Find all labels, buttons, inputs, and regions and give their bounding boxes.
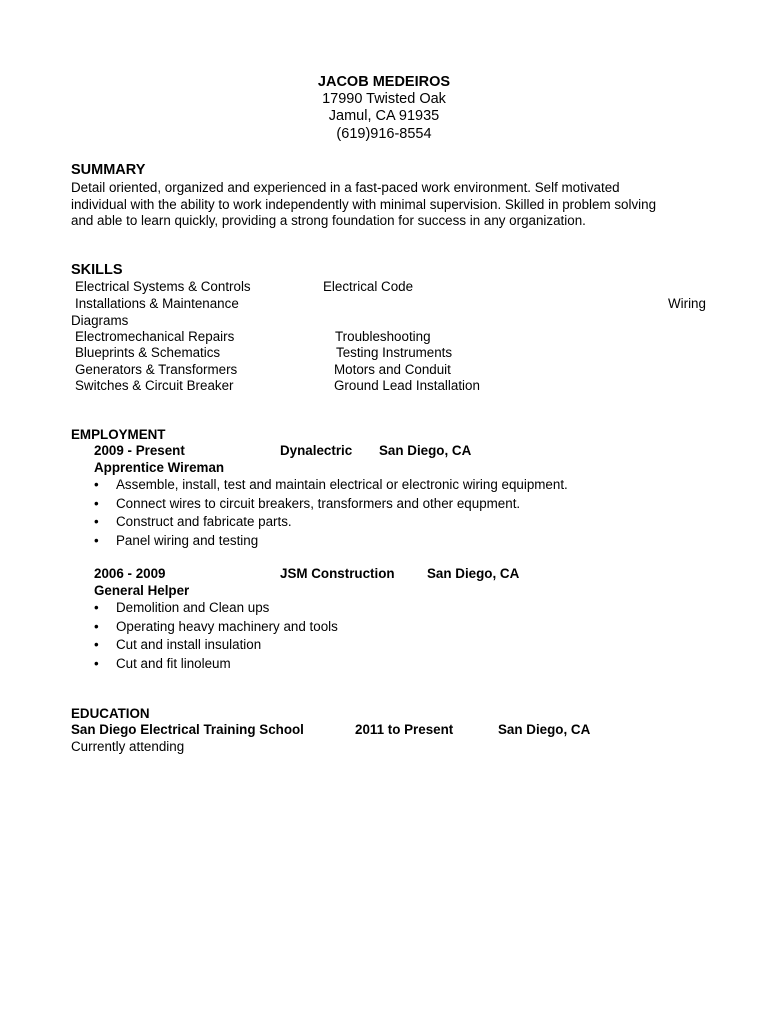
bullet-icon: • [94, 618, 99, 634]
street-address: 17990 Twisted Oak [322, 91, 446, 107]
list-item [94, 532, 568, 551]
job-location: San Diego, CA [427, 566, 520, 581]
skill-item: Switches & Circuit Breaker [75, 378, 234, 393]
duty-text: Demolition and Clean ups [116, 600, 270, 615]
list-item [94, 476, 568, 495]
duty-text: Operating heavy machinery and tools [116, 618, 338, 634]
bullet-icon: • [94, 477, 99, 492]
skill-item: Electromechanical Repairs [75, 329, 235, 344]
job-company: JSM Construction [280, 566, 395, 581]
phone-number: (619)916-8554 [336, 125, 432, 142]
skill-item: Ground Lead Installation [334, 378, 480, 393]
job-title: Apprentice Wireman [94, 460, 225, 475]
skill-item: Troubleshooting [335, 329, 431, 344]
education-dates: 2011 to Present [355, 722, 454, 737]
job-duties-list [94, 476, 568, 551]
skill-item: Diagrams [71, 313, 129, 328]
job-dates: 2006 - 2009 [94, 566, 166, 581]
list-item [94, 655, 338, 674]
skills-heading: SKILLS [71, 262, 123, 278]
job-dates: 2009 - Present [94, 443, 185, 458]
city-state-zip: Jamul, CA 91935 [328, 108, 440, 125]
duty-text: Panel wiring and testing [116, 533, 259, 549]
skill-item: Blueprints & Schematics [75, 345, 221, 360]
bullet-icon: • [94, 514, 99, 530]
skill-item: Testing Instruments [336, 345, 453, 360]
summary-line: and able to learn quickly, providing a strong foundation for success in any organization. [71, 213, 586, 229]
employment-heading: EMPLOYMENT [71, 427, 166, 442]
education-heading: EDUCATION [71, 706, 150, 721]
summary-line: Detail oriented, organized and experienced in a fast-paced work environment. Self motivated [71, 180, 620, 195]
summary-line: individual with the ability to work independently with minimal supervision. Skilled in problem solving [71, 196, 657, 212]
duty-text: Cut and fit linoleum [116, 656, 231, 672]
duty-text: Construct and fabricate parts. [116, 514, 292, 530]
job-title: General Helper [94, 583, 190, 598]
school-name: San Diego Electrical Training School [71, 722, 304, 737]
applicant-name: JACOB MEDEIROS [317, 74, 451, 90]
bullet-icon: • [94, 600, 99, 615]
contact-header [0, 73, 768, 143]
education-location: San Diego, CA [498, 722, 591, 737]
skill-item: Electrical Systems & Controls [75, 279, 251, 294]
education-status: Currently attending [71, 739, 185, 754]
list-item [94, 636, 338, 655]
skill-item: Electrical Code [323, 279, 414, 294]
bullet-icon: • [94, 533, 99, 549]
summary-text [71, 180, 711, 230]
skill-item: Installations & Maintenance [75, 296, 239, 311]
job-duties-list [94, 599, 338, 674]
duty-text: Assemble, install, test and maintain electrical or electronic wiring equipment. [116, 477, 568, 492]
skill-item: Generators & Transformers [75, 362, 238, 377]
duty-text: Connect wires to circuit breakers, transformers and other equpment. [116, 495, 521, 511]
bullet-icon: • [94, 656, 99, 672]
list-item [94, 618, 338, 637]
job-location: San Diego, CA [379, 443, 472, 458]
list-item [94, 599, 338, 618]
job-company: Dynalectric [280, 443, 353, 458]
bullet-icon: • [94, 495, 99, 511]
list-item [94, 513, 568, 532]
skill-item: Wiring [668, 296, 706, 311]
list-item [94, 495, 568, 514]
duty-text: Cut and install insulation [116, 637, 262, 653]
bullet-icon: • [94, 637, 99, 653]
summary-heading: SUMMARY [71, 162, 146, 178]
skill-item: Motors and Conduit [334, 362, 451, 377]
